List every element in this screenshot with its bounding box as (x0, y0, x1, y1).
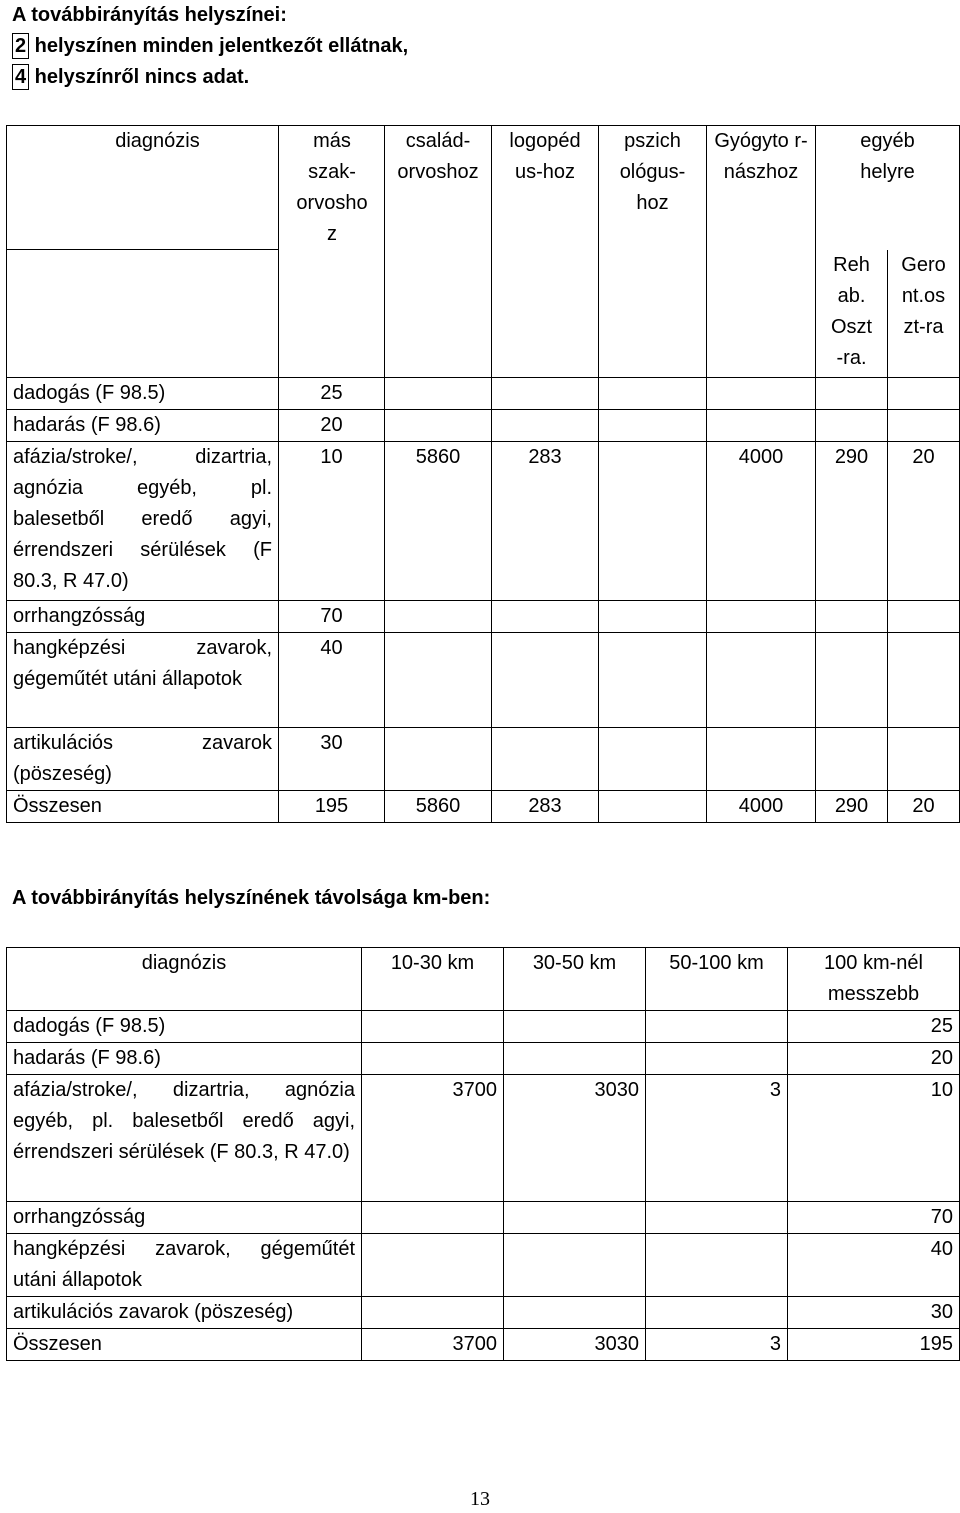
cell-50-100km (646, 1202, 788, 1234)
cell-psych (599, 791, 707, 823)
cell-50-100km: 3 (646, 1329, 788, 1361)
cell-geront: 20 (888, 442, 960, 601)
cell-logoped (492, 378, 599, 410)
cell-therapist: 4000 (707, 791, 816, 823)
cell-10-30km: 3700 (362, 1329, 504, 1361)
cell-logoped (492, 633, 599, 728)
cell-30-50km (504, 1043, 646, 1075)
table-row (7, 1297, 960, 1329)
cell-logoped (492, 410, 599, 442)
cell-specialist: 20 (279, 410, 385, 442)
cell-geront (888, 410, 960, 442)
table-row (7, 378, 960, 410)
cell-geront: 20 (888, 791, 960, 823)
cell-over-100km: 10 (788, 1075, 960, 1202)
cell-logoped: 283 (492, 791, 599, 823)
table-row (7, 601, 960, 633)
table-header-row (7, 126, 960, 250)
cell-specialist: 30 (279, 728, 385, 791)
intro-line-1-text: helyszínen minden jelentkezőt ellátnak, (29, 35, 409, 57)
col-header-specialist: más szak-orvoshoz (279, 126, 385, 378)
cell-over-100km: 195 (788, 1329, 960, 1361)
table-row (7, 1043, 960, 1075)
row-label: hangképzési zavarok, gégeműtét utáni állapotok (7, 1234, 362, 1297)
cell-gp (385, 410, 492, 442)
cell-rehab (816, 728, 888, 791)
table-row (7, 633, 960, 728)
cell-50-100km (646, 1011, 788, 1043)
col-header-geront: Gero nt.os zt-ra (888, 250, 960, 378)
cell-over-100km: 25 (788, 1011, 960, 1043)
cell-logoped (492, 728, 599, 791)
col-header-therapist: Gyógyto r-nászhoz (707, 126, 816, 378)
table-row (7, 442, 960, 601)
cell-specialist: 70 (279, 601, 385, 633)
cell-specialist: 40 (279, 633, 385, 728)
cell-therapist (707, 410, 816, 442)
cell-gp (385, 378, 492, 410)
cell-therapist (707, 633, 816, 728)
row-label: artikulációs zavarok (pöszeség) (7, 1297, 362, 1329)
cell-therapist: 4000 (707, 442, 816, 601)
location-count-served: 2 (12, 33, 29, 59)
row-label-total: Összesen (7, 791, 279, 823)
cell-psych (599, 378, 707, 410)
col-header-10-30km: 10-30 km (362, 948, 504, 1011)
cell-30-50km (504, 1297, 646, 1329)
referral-location-table (6, 125, 960, 823)
table-row (7, 1075, 960, 1202)
cell-psych (599, 442, 707, 601)
cell-over-100km: 70 (788, 1202, 960, 1234)
table-row (7, 410, 960, 442)
intro-title: A továbbirányítás helyszínei: (12, 4, 287, 26)
row-label: dadogás (F 98.5) (7, 1011, 362, 1043)
cell-therapist (707, 728, 816, 791)
col-header-over-100km: 100 km-nél messzebb (788, 948, 960, 1011)
table-row (7, 1202, 960, 1234)
col-header-rehab: Reh ab. Oszt -ra. (816, 250, 888, 378)
table-row (7, 1011, 960, 1043)
col-header-diagnosis: diagnózis (7, 126, 279, 250)
cell-specialist: 195 (279, 791, 385, 823)
cell-therapist (707, 601, 816, 633)
col-header-30-50km: 30-50 km (504, 948, 646, 1011)
location-count-no-data: 4 (12, 64, 29, 90)
row-label: afázia/stroke/, dizartria, agnózia egyéb, pl. balesetből eredő agyi, érrendszeri sérülések (F 80.3, R 47.0) (7, 442, 279, 601)
cell-gp (385, 601, 492, 633)
row-label: hangképzési zavarok, gégeműtét utáni állapotok (7, 633, 279, 728)
cell-geront (888, 728, 960, 791)
cell-10-30km: 3700 (362, 1075, 504, 1202)
cell-30-50km: 3030 (504, 1075, 646, 1202)
cell-rehab (816, 601, 888, 633)
col-header-logoped: logopéd us-hoz (492, 126, 599, 378)
cell-geront (888, 601, 960, 633)
col-header-other: egyéb helyre (816, 126, 960, 250)
cell-psych (599, 728, 707, 791)
row-label-total: Összesen (7, 1329, 362, 1361)
cell-gp (385, 728, 492, 791)
cell-rehab (816, 378, 888, 410)
cell-50-100km (646, 1234, 788, 1297)
intro-line-2 (12, 62, 912, 93)
cell-30-50km (504, 1011, 646, 1043)
table-total-row (7, 791, 960, 823)
cell-gp (385, 633, 492, 728)
cell-10-30km (362, 1297, 504, 1329)
table-total-row (7, 1329, 960, 1361)
page-number: 13 (470, 1488, 490, 1510)
cell-50-100km (646, 1043, 788, 1075)
col-header-psych: pszich ológus-hoz (599, 126, 707, 378)
intro-line-1 (12, 31, 912, 62)
col-header-50-100km: 50-100 km (646, 948, 788, 1011)
cell-specialist: 25 (279, 378, 385, 410)
row-label: orrhangzósság (7, 601, 279, 633)
cell-30-50km (504, 1234, 646, 1297)
referral-distance-table (6, 947, 960, 1361)
cell-over-100km: 40 (788, 1234, 960, 1297)
cell-therapist (707, 378, 816, 410)
cell-30-50km (504, 1202, 646, 1234)
cell-logoped: 283 (492, 442, 599, 601)
col-header-gp: család-orvoshoz (385, 126, 492, 378)
cell-psych (599, 633, 707, 728)
table-header-row (7, 948, 960, 1011)
row-label: hadarás (F 98.6) (7, 1043, 362, 1075)
cell-psych (599, 410, 707, 442)
row-label: artikulációs zavarok (pöszeség) (7, 728, 279, 791)
cell-10-30km (362, 1011, 504, 1043)
cell-over-100km: 30 (788, 1297, 960, 1329)
cell-gp: 5860 (385, 442, 492, 601)
table-row (7, 728, 960, 791)
row-label: dadogás (F 98.5) (7, 378, 279, 410)
cell-geront (888, 378, 960, 410)
cell-10-30km (362, 1234, 504, 1297)
cell-over-100km: 20 (788, 1043, 960, 1075)
row-label: hadarás (F 98.6) (7, 410, 279, 442)
cell-10-30km (362, 1202, 504, 1234)
cell-specialist: 10 (279, 442, 385, 601)
cell-gp: 5860 (385, 791, 492, 823)
subheader-empty (7, 250, 279, 378)
row-label: afázia/stroke/, dizartria, agnózia egyéb, pl. balesetből eredő agyi, érrendszeri sérülések (F 80.3, R 47.0) (7, 1075, 362, 1202)
cell-10-30km (362, 1043, 504, 1075)
distance-section-title: A továbbirányítás helyszínének távolsága km-ben: (12, 887, 491, 909)
col-header-diagnosis: diagnózis (7, 948, 362, 1011)
cell-rehab: 290 (816, 442, 888, 601)
intro-line-2-text: helyszínről nincs adat. (29, 66, 250, 88)
cell-rehab (816, 633, 888, 728)
row-label: orrhangzósság (7, 1202, 362, 1234)
cell-50-100km (646, 1297, 788, 1329)
cell-30-50km: 3030 (504, 1329, 646, 1361)
cell-psych (599, 601, 707, 633)
cell-rehab: 290 (816, 791, 888, 823)
cell-50-100km: 3 (646, 1075, 788, 1202)
cell-logoped (492, 601, 599, 633)
cell-geront (888, 633, 960, 728)
table-row (7, 1234, 960, 1297)
cell-rehab (816, 410, 888, 442)
intro-block (12, 0, 912, 93)
